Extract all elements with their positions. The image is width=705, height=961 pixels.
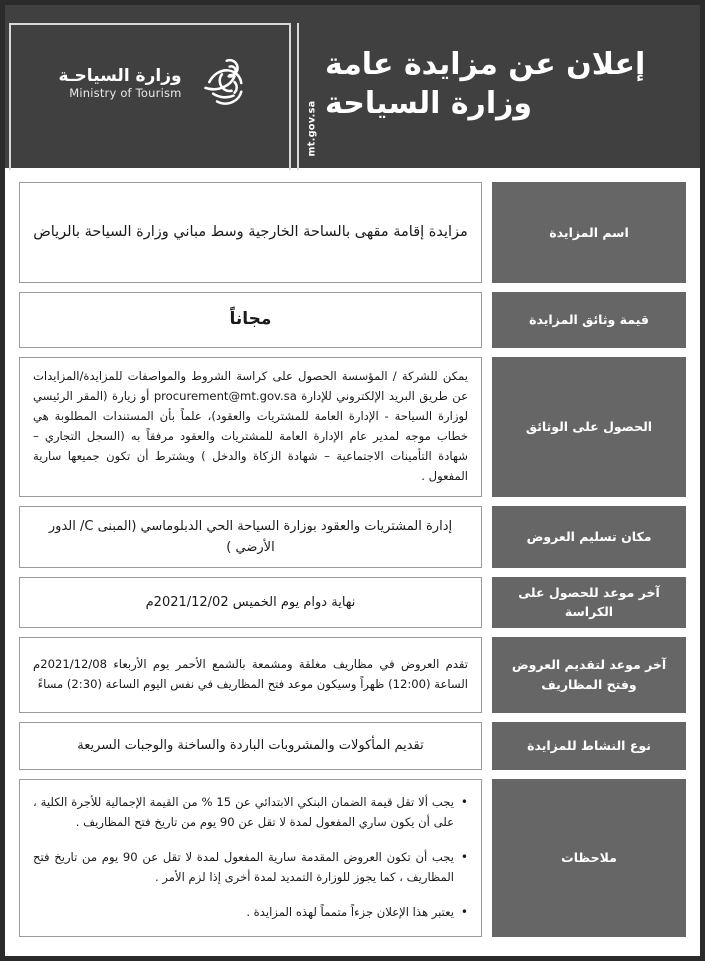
page-title-line1: إعلان عن مزايدة عامة <box>325 46 646 82</box>
table-row-offers-deadline <box>19 637 686 713</box>
website-url: mt.gov.sa <box>306 100 318 157</box>
value-submission-place: إدارة المشتريات والعقود بوزارة السياحة الحي الدبلوماسي (المبنى C/ الدور الأرضي ) <box>19 506 482 568</box>
list-item: • يعتبر هذا الإعلان جزءاً متمماً لهذه المزايدة . <box>33 903 468 923</box>
page-header <box>5 5 700 168</box>
table-row-booklet-deadline <box>19 577 686 628</box>
table-row-documents-price <box>19 292 686 348</box>
logo-text-english: Ministry of Tourism <box>69 85 182 100</box>
value-obtain-documents: يمكن للشركة / المؤسسة الحصول على كراسة الشروط والمواصفات للمزايدة/المزايدات عن طريق البريد الإلكتروني للإدارة procurement@mt.gov.sa أو زيارة (المقر الرئيسي لوزارة السياحة - الإدارة العامة للمشتريات والعقود)، علماً بأن المستندات المطلوبة هي خطاب موجه لمدير عام الإدارة العامة للمشتريات والعقود مرفقاً به (السجل التجاري – شهادة التأمينات الاجتماعية – شهادة الزكاة والدخل ) ويشترط أن تكون جميعها سارية المفعول . <box>19 357 482 497</box>
header-title-block <box>325 5 700 168</box>
website-url-zone <box>299 5 325 168</box>
auction-details-table <box>5 168 700 951</box>
table-row-notes <box>19 779 686 937</box>
tourism-calligraphy-icon <box>188 53 250 115</box>
list-item: • يجب ألا تقل قيمة الضمان البنكي الابتدائي عن 15 % من القيمة الإجمالية للأجرة الكلية ، على أن يكون ساري المفعول لمدة لا تقل عن 90 يوم من تاريخ فتح المظاريف . <box>33 793 468 833</box>
logo-text-arabic: وزارة السياحـة <box>58 66 182 87</box>
table-row-submission-place <box>19 506 686 568</box>
value-offers-deadline: تقدم العروض في مظاريف مغلقة ومشمعة بالشمع الأحمر يوم الأربعاء 2021/12/08م الساعة (12:00) ظهراً وسيكون موعد فتح المظاريف في نفس اليوم الساعة (2:30) مساءً <box>19 637 482 713</box>
page-title-line2: وزارة السياحة <box>325 85 533 121</box>
label-auction-name: اسم المزايدة <box>492 182 686 283</box>
label-submission-place: مكان تسليم العروض <box>492 506 686 568</box>
label-offers-deadline: آخر موعد لتقديم العروض وفتح المظاريف <box>492 637 686 713</box>
table-row-activity-type <box>19 722 686 770</box>
value-activity-type: تقديم المأكولات والمشروبات الباردة والساخنة والوجبات السريعة <box>19 722 482 770</box>
list-item: • يجب أن تكون العروض المقدمة سارية المفعول لمدة لا تقل عن 90 يوم من تاريخ فتح المظاريف ، كما يجوز للوزارة التمديد لمدة أخرى إذا لزم الأمر . <box>33 848 468 888</box>
table-row-obtain-documents <box>19 357 686 497</box>
value-documents-price: مجاناً <box>19 292 482 348</box>
label-obtain-documents: الحصول على الوثائق <box>492 357 686 497</box>
label-booklet-deadline: آخر موعد للحصول على الكراسة <box>492 577 686 628</box>
label-documents-price: قيمة وثائق المزايدة <box>492 292 686 348</box>
label-notes: ملاحظات <box>492 779 686 937</box>
value-auction-name: مزايدة إقامة مقهى بالساحة الخارجية وسط مباني وزارة السياحة بالرياض <box>19 182 482 283</box>
value-notes <box>19 779 482 937</box>
table-row-auction-name <box>19 182 686 283</box>
ministry-logo <box>5 5 297 168</box>
notes-list <box>33 793 468 923</box>
label-activity-type: نوع النشاط للمزايدة <box>492 722 686 770</box>
value-booklet-deadline: نهاية دوام يوم الخميس 2021/12/02م <box>19 577 482 628</box>
